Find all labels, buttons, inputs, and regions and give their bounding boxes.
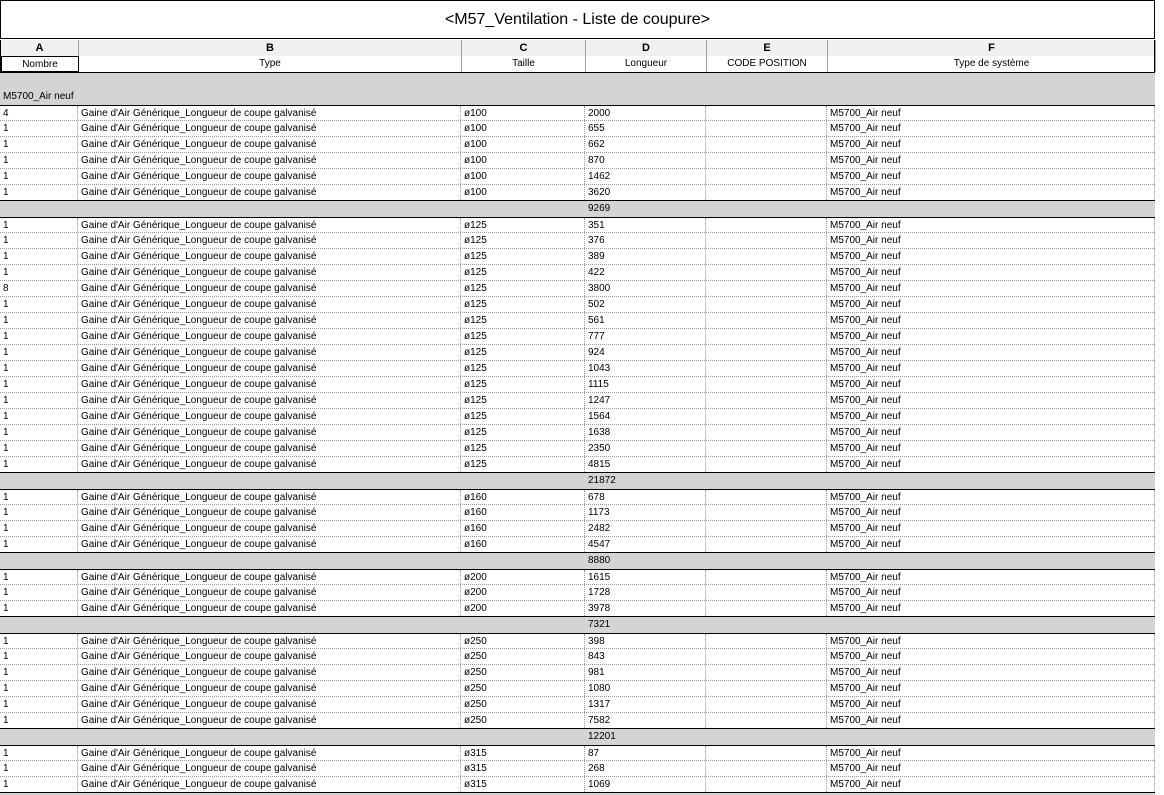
cell-type[interactable]: Gaine d'Air Générique_Longueur de coupe galvanisé: [78, 377, 461, 392]
column-header-longueur[interactable]: Longueur: [586, 56, 707, 72]
cell-type-de-systeme[interactable]: M5700_Air neuf: [827, 457, 1155, 472]
group-total-longueur: 12201: [588, 731, 616, 742]
cell-longueur[interactable]: 4547: [585, 537, 706, 552]
table-row[interactable]: [0, 505, 1155, 521]
cell-code-position[interactable]: [706, 218, 827, 232]
cell-longueur[interactable]: 655: [585, 121, 706, 136]
table-row[interactable]: [0, 633, 1155, 649]
cell-taille[interactable]: ø125: [461, 441, 585, 456]
cell-type-de-systeme[interactable]: M5700_Air neuf: [827, 121, 1155, 136]
cell-code-position[interactable]: [706, 153, 827, 168]
cell-type[interactable]: Gaine d'Air Générique_Longueur de coupe galvanisé: [78, 713, 461, 728]
table-row[interactable]: [0, 281, 1155, 297]
cell-nombre[interactable]: 1: [0, 249, 78, 264]
group-total-row: [0, 553, 1155, 569]
cell-longueur[interactable]: 1173: [585, 505, 706, 520]
table-row[interactable]: [0, 297, 1155, 313]
cell-nombre[interactable]: 1: [0, 665, 78, 680]
cell-taille[interactable]: ø200: [461, 601, 585, 616]
cell-nombre[interactable]: 1: [0, 570, 78, 584]
cell-taille[interactable]: ø125: [461, 281, 585, 296]
cell-longueur[interactable]: 376: [585, 233, 706, 248]
cell-code-position[interactable]: [706, 570, 827, 584]
cell-type[interactable]: Gaine d'Air Générique_Longueur de coupe galvanisé: [78, 761, 461, 776]
cell-nombre[interactable]: 1: [0, 233, 78, 248]
cell-longueur[interactable]: 422: [585, 265, 706, 280]
cell-type[interactable]: Gaine d'Air Générique_Longueur de coupe galvanisé: [78, 457, 461, 472]
cell-taille[interactable]: ø100: [461, 121, 585, 136]
cell-code-position[interactable]: [706, 106, 827, 120]
cell-taille[interactable]: ø315: [461, 746, 585, 760]
cell-longueur[interactable]: 268: [585, 761, 706, 776]
schedule-title-text: <M57_Ventilation - Liste de coupure>: [444, 10, 711, 28]
cell-type-de-systeme[interactable]: M5700_Air neuf: [827, 265, 1155, 280]
cell-taille[interactable]: ø125: [461, 313, 585, 328]
table-row[interactable]: [0, 361, 1155, 377]
cell-longueur[interactable]: 398: [585, 634, 706, 648]
cell-taille[interactable]: ø200: [461, 585, 585, 600]
cell-type-de-systeme[interactable]: M5700_Air neuf: [827, 537, 1155, 552]
cell-nombre[interactable]: 1: [0, 490, 78, 504]
cell-longueur[interactable]: 1728: [585, 585, 706, 600]
cell-type[interactable]: Gaine d'Air Générique_Longueur de coupe galvanisé: [78, 697, 461, 712]
column-header-taille[interactable]: Taille: [462, 56, 586, 72]
cell-code-position[interactable]: [706, 169, 827, 184]
column-header-code-position[interactable]: CODE POSITION: [707, 56, 828, 72]
group-total-longueur: 8880: [588, 555, 611, 566]
cell-code-position[interactable]: [706, 761, 827, 776]
cell-type[interactable]: Gaine d'Air Générique_Longueur de coupe galvanisé: [78, 169, 461, 184]
table-row[interactable]: [0, 697, 1155, 713]
table-row[interactable]: [0, 425, 1155, 441]
cell-longueur[interactable]: 351: [585, 218, 706, 232]
cell-nombre[interactable]: 1: [0, 537, 78, 552]
cell-type-de-systeme[interactable]: M5700_Air neuf: [827, 361, 1155, 376]
cell-type-de-systeme[interactable]: M5700_Air neuf: [827, 490, 1155, 504]
table-row[interactable]: [0, 457, 1155, 473]
cell-nombre[interactable]: 1: [0, 521, 78, 536]
cell-nombre[interactable]: 1: [0, 218, 78, 232]
cell-longueur[interactable]: 662: [585, 137, 706, 152]
cell-longueur[interactable]: 1043: [585, 361, 706, 376]
cell-type-de-systeme[interactable]: M5700_Air neuf: [827, 137, 1155, 152]
table-row[interactable]: [0, 585, 1155, 601]
cell-taille[interactable]: ø125: [461, 409, 585, 424]
cell-nombre[interactable]: 1: [0, 713, 78, 728]
cell-taille[interactable]: ø160: [461, 537, 585, 552]
cell-type[interactable]: Gaine d'Air Générique_Longueur de coupe galvanisé: [78, 297, 461, 312]
cell-longueur[interactable]: 4815: [585, 457, 706, 472]
cell-code-position[interactable]: [706, 297, 827, 312]
cell-type-de-systeme[interactable]: M5700_Air neuf: [827, 649, 1155, 664]
cell-type-de-systeme[interactable]: M5700_Air neuf: [827, 218, 1155, 232]
cell-taille[interactable]: ø315: [461, 777, 585, 792]
cell-code-position[interactable]: [706, 457, 827, 472]
table-row[interactable]: [0, 249, 1155, 265]
cell-nombre[interactable]: 1: [0, 601, 78, 616]
cell-type[interactable]: Gaine d'Air Générique_Longueur de coupe galvanisé: [78, 313, 461, 328]
cell-nombre[interactable]: 1: [0, 649, 78, 664]
cell-taille[interactable]: ø125: [461, 233, 585, 248]
cell-longueur[interactable]: 1115: [585, 377, 706, 392]
cell-type[interactable]: Gaine d'Air Générique_Longueur de coupe galvanisé: [78, 265, 461, 280]
cell-code-position[interactable]: [706, 697, 827, 712]
column-letter-d[interactable]: D: [586, 40, 707, 56]
table-row[interactable]: [0, 393, 1155, 409]
cell-longueur[interactable]: 777: [585, 329, 706, 344]
cell-taille[interactable]: ø100: [461, 137, 585, 152]
table-row[interactable]: [0, 377, 1155, 393]
table-row[interactable]: [0, 521, 1155, 537]
cell-code-position[interactable]: [706, 601, 827, 616]
cell-code-position[interactable]: [706, 537, 827, 552]
cell-type-de-systeme[interactable]: M5700_Air neuf: [827, 393, 1155, 408]
cell-type[interactable]: Gaine d'Air Générique_Longueur de coupe galvanisé: [78, 137, 461, 152]
cell-type-de-systeme[interactable]: M5700_Air neuf: [827, 570, 1155, 584]
schedule-title[interactable]: [0, 0, 1155, 39]
cell-taille[interactable]: ø315: [461, 761, 585, 776]
cell-taille[interactable]: ø125: [461, 457, 585, 472]
cell-code-position[interactable]: [706, 777, 827, 792]
cell-nombre[interactable]: 1: [0, 505, 78, 520]
table-row[interactable]: [0, 329, 1155, 345]
cell-type[interactable]: Gaine d'Air Générique_Longueur de coupe galvanisé: [78, 233, 461, 248]
cell-type[interactable]: Gaine d'Air Générique_Longueur de coupe galvanisé: [78, 425, 461, 440]
cell-type[interactable]: Gaine d'Air Générique_Longueur de coupe galvanisé: [78, 521, 461, 536]
cell-type-de-systeme[interactable]: M5700_Air neuf: [827, 746, 1155, 760]
cell-code-position[interactable]: [706, 409, 827, 424]
group-total-row: [0, 729, 1155, 745]
cell-type-de-systeme[interactable]: M5700_Air neuf: [827, 313, 1155, 328]
table-row[interactable]: [0, 409, 1155, 425]
cell-type-de-systeme[interactable]: M5700_Air neuf: [827, 521, 1155, 536]
cell-nombre[interactable]: 1: [0, 361, 78, 376]
table-row[interactable]: [0, 745, 1155, 761]
group-total-row: [0, 473, 1155, 489]
table-row[interactable]: [0, 777, 1155, 793]
cell-type[interactable]: Gaine d'Air Générique_Longueur de coupe galvanisé: [78, 361, 461, 376]
table-row[interactable]: [0, 713, 1155, 729]
table-row[interactable]: [0, 601, 1155, 617]
cell-type-de-systeme[interactable]: M5700_Air neuf: [827, 761, 1155, 776]
cell-type[interactable]: Gaine d'Air Générique_Longueur de coupe galvanisé: [78, 409, 461, 424]
cell-longueur[interactable]: 870: [585, 153, 706, 168]
table-row[interactable]: [0, 217, 1155, 233]
cell-code-position[interactable]: [706, 121, 827, 136]
cell-taille[interactable]: ø200: [461, 570, 585, 584]
table-row[interactable]: [0, 313, 1155, 329]
group-total-row: [0, 617, 1155, 633]
table-row[interactable]: [0, 153, 1155, 169]
cell-longueur[interactable]: 924: [585, 345, 706, 360]
cell-nombre[interactable]: 1: [0, 153, 78, 168]
group-header[interactable]: M5700_Air neuf: [3, 91, 74, 102]
cell-taille[interactable]: ø250: [461, 713, 585, 728]
cell-nombre[interactable]: 1: [0, 137, 78, 152]
cell-nombre[interactable]: 1: [0, 265, 78, 280]
cell-nombre[interactable]: 1: [0, 345, 78, 360]
cell-code-position[interactable]: [706, 185, 827, 200]
cell-nombre[interactable]: 1: [0, 777, 78, 792]
cell-code-position[interactable]: [706, 585, 827, 600]
cell-type-de-systeme[interactable]: M5700_Air neuf: [827, 585, 1155, 600]
column-letter-c[interactable]: C: [462, 40, 586, 56]
cell-type[interactable]: Gaine d'Air Générique_Longueur de coupe galvanisé: [78, 281, 461, 296]
cell-longueur[interactable]: 1247: [585, 393, 706, 408]
column-letter-b[interactable]: B: [79, 40, 462, 56]
cell-type[interactable]: Gaine d'Air Générique_Longueur de coupe galvanisé: [78, 185, 461, 200]
cell-longueur[interactable]: 1564: [585, 409, 706, 424]
group-total-row: [0, 201, 1155, 217]
cell-longueur[interactable]: 561: [585, 313, 706, 328]
column-letters-row: [0, 40, 1155, 56]
cell-taille[interactable]: ø125: [461, 377, 585, 392]
cell-nombre[interactable]: 1: [0, 121, 78, 136]
cell-code-position[interactable]: [706, 137, 827, 152]
table-row[interactable]: [0, 761, 1155, 777]
cell-longueur[interactable]: 2350: [585, 441, 706, 456]
cell-taille[interactable]: ø250: [461, 634, 585, 648]
cell-longueur[interactable]: 389: [585, 249, 706, 264]
table-row[interactable]: [0, 137, 1155, 153]
cell-longueur[interactable]: 678: [585, 490, 706, 504]
cell-nombre[interactable]: 1: [0, 297, 78, 312]
cell-nombre[interactable]: 4: [0, 106, 78, 120]
cell-type-de-systeme[interactable]: M5700_Air neuf: [827, 281, 1155, 296]
cell-type[interactable]: Gaine d'Air Générique_Longueur de coupe galvanisé: [78, 490, 461, 504]
column-letter-f[interactable]: F: [828, 40, 1156, 56]
cell-type-de-systeme[interactable]: M5700_Air neuf: [827, 681, 1155, 696]
cell-type-de-systeme[interactable]: M5700_Air neuf: [827, 233, 1155, 248]
cell-code-position[interactable]: [706, 393, 827, 408]
table-row[interactable]: [0, 345, 1155, 361]
column-header-type-de-systeme[interactable]: Type de système: [828, 56, 1156, 72]
table-row[interactable]: [0, 537, 1155, 553]
cell-type[interactable]: Gaine d'Air Générique_Longueur de coupe galvanisé: [78, 249, 461, 264]
cell-code-position[interactable]: [706, 505, 827, 520]
cell-type-de-systeme[interactable]: M5700_Air neuf: [827, 409, 1155, 424]
cell-nombre[interactable]: 1: [0, 441, 78, 456]
cell-type[interactable]: Gaine d'Air Générique_Longueur de coupe galvanisé: [78, 106, 461, 120]
cell-longueur[interactable]: 2000: [585, 106, 706, 120]
cell-longueur[interactable]: 502: [585, 297, 706, 312]
cell-type-de-systeme[interactable]: M5700_Air neuf: [827, 297, 1155, 312]
cell-nombre[interactable]: 1: [0, 746, 78, 760]
cell-longueur[interactable]: 843: [585, 649, 706, 664]
table-row[interactable]: [0, 105, 1155, 121]
table-row[interactable]: [0, 185, 1155, 201]
cell-taille[interactable]: ø100: [461, 169, 585, 184]
cell-longueur[interactable]: 1080: [585, 681, 706, 696]
cell-taille[interactable]: ø125: [461, 329, 585, 344]
cell-type-de-systeme[interactable]: M5700_Air neuf: [827, 713, 1155, 728]
cell-longueur[interactable]: 3620: [585, 185, 706, 200]
cell-code-position[interactable]: [706, 634, 827, 648]
cell-longueur[interactable]: 981: [585, 665, 706, 680]
table-row[interactable]: [0, 569, 1155, 585]
cell-taille[interactable]: ø125: [461, 249, 585, 264]
cell-longueur[interactable]: 1638: [585, 425, 706, 440]
cell-type-de-systeme[interactable]: M5700_Air neuf: [827, 777, 1155, 792]
cell-type-de-systeme[interactable]: M5700_Air neuf: [827, 185, 1155, 200]
cell-type-de-systeme[interactable]: M5700_Air neuf: [827, 441, 1155, 456]
cell-code-position[interactable]: [706, 313, 827, 328]
cell-code-position[interactable]: [706, 281, 827, 296]
cell-nombre[interactable]: 1: [0, 634, 78, 648]
cell-type-de-systeme[interactable]: M5700_Air neuf: [827, 425, 1155, 440]
cell-nombre[interactable]: 1: [0, 185, 78, 200]
cell-nombre[interactable]: 1: [0, 457, 78, 472]
cell-type[interactable]: Gaine d'Air Générique_Longueur de coupe galvanisé: [78, 634, 461, 648]
cell-longueur[interactable]: 1317: [585, 697, 706, 712]
cell-type-de-systeme[interactable]: M5700_Air neuf: [827, 377, 1155, 392]
cell-type[interactable]: Gaine d'Air Générique_Longueur de coupe galvanisé: [78, 585, 461, 600]
cell-code-position[interactable]: [706, 377, 827, 392]
cell-taille[interactable]: ø250: [461, 697, 585, 712]
cell-type-de-systeme[interactable]: M5700_Air neuf: [827, 697, 1155, 712]
cell-type[interactable]: Gaine d'Air Générique_Longueur de coupe galvanisé: [78, 570, 461, 584]
column-header-nombre[interactable]: Nombre: [1, 56, 79, 72]
table-row[interactable]: [0, 121, 1155, 137]
cell-nombre[interactable]: 1: [0, 425, 78, 440]
cell-taille[interactable]: ø125: [461, 345, 585, 360]
table-row[interactable]: [0, 649, 1155, 665]
cell-code-position[interactable]: [706, 713, 827, 728]
cell-taille[interactable]: ø250: [461, 665, 585, 680]
cell-longueur[interactable]: 3800: [585, 281, 706, 296]
cell-type[interactable]: Gaine d'Air Générique_Longueur de coupe galvanisé: [78, 393, 461, 408]
cell-taille[interactable]: ø125: [461, 265, 585, 280]
cell-type[interactable]: Gaine d'Air Générique_Longueur de coupe galvanisé: [78, 329, 461, 344]
cell-code-position[interactable]: [706, 490, 827, 504]
cell-type-de-systeme[interactable]: M5700_Air neuf: [827, 634, 1155, 648]
cell-nombre[interactable]: 1: [0, 681, 78, 696]
cell-code-position[interactable]: [706, 425, 827, 440]
cell-nombre[interactable]: 1: [0, 329, 78, 344]
group-total-longueur: 21872: [588, 475, 616, 486]
cell-taille[interactable]: ø125: [461, 361, 585, 376]
cell-type[interactable]: Gaine d'Air Générique_Longueur de coupe galvanisé: [78, 649, 461, 664]
table-row[interactable]: [0, 681, 1155, 697]
cell-longueur[interactable]: 1069: [585, 777, 706, 792]
cell-longueur[interactable]: 87: [585, 746, 706, 760]
cell-type[interactable]: Gaine d'Air Générique_Longueur de coupe galvanisé: [78, 153, 461, 168]
cell-nombre[interactable]: 1: [0, 409, 78, 424]
cell-code-position[interactable]: [706, 649, 827, 664]
cell-type[interactable]: Gaine d'Air Générique_Longueur de coupe galvanisé: [78, 441, 461, 456]
table-row[interactable]: [0, 441, 1155, 457]
cell-taille[interactable]: ø125: [461, 218, 585, 232]
cell-taille[interactable]: ø250: [461, 649, 585, 664]
cell-code-position[interactable]: [706, 681, 827, 696]
cell-code-position[interactable]: [706, 249, 827, 264]
column-letter-e[interactable]: E: [707, 40, 828, 56]
cell-taille[interactable]: ø125: [461, 393, 585, 408]
cell-code-position[interactable]: [706, 665, 827, 680]
cell-taille[interactable]: ø160: [461, 521, 585, 536]
cell-type-de-systeme[interactable]: M5700_Air neuf: [827, 601, 1155, 616]
cell-taille[interactable]: ø160: [461, 490, 585, 504]
cell-code-position[interactable]: [706, 233, 827, 248]
cell-type-de-systeme[interactable]: M5700_Air neuf: [827, 249, 1155, 264]
cell-nombre[interactable]: 1: [0, 761, 78, 776]
cell-nombre[interactable]: 1: [0, 393, 78, 408]
cell-taille[interactable]: ø250: [461, 681, 585, 696]
cell-taille[interactable]: ø125: [461, 297, 585, 312]
cell-code-position[interactable]: [706, 265, 827, 280]
cell-type[interactable]: Gaine d'Air Générique_Longueur de coupe galvanisé: [78, 121, 461, 136]
cell-type-de-systeme[interactable]: M5700_Air neuf: [827, 505, 1155, 520]
cell-nombre[interactable]: 1: [0, 377, 78, 392]
schedule-body: [0, 73, 1155, 795]
cell-code-position[interactable]: [706, 329, 827, 344]
column-header-type[interactable]: Type: [79, 56, 462, 72]
cell-code-position[interactable]: [706, 361, 827, 376]
cell-type[interactable]: Gaine d'Air Générique_Longueur de coupe galvanisé: [78, 345, 461, 360]
cell-type[interactable]: Gaine d'Air Générique_Longueur de coupe galvanisé: [78, 218, 461, 232]
cell-longueur[interactable]: 1615: [585, 570, 706, 584]
group-total-longueur: 7321: [588, 619, 611, 630]
cell-type-de-systeme[interactable]: M5700_Air neuf: [827, 106, 1155, 120]
cell-type[interactable]: Gaine d'Air Générique_Longueur de coupe galvanisé: [78, 505, 461, 520]
cell-type-de-systeme[interactable]: M5700_Air neuf: [827, 329, 1155, 344]
cell-nombre[interactable]: 1: [0, 697, 78, 712]
column-headers-row: [0, 56, 1155, 73]
cell-taille[interactable]: ø160: [461, 505, 585, 520]
cell-nombre[interactable]: 1: [0, 585, 78, 600]
cell-taille[interactable]: ø125: [461, 425, 585, 440]
cell-longueur[interactable]: 1462: [585, 169, 706, 184]
cell-taille[interactable]: ø100: [461, 153, 585, 168]
cell-nombre[interactable]: 1: [0, 169, 78, 184]
cell-type-de-systeme[interactable]: M5700_Air neuf: [827, 345, 1155, 360]
cell-type-de-systeme[interactable]: M5700_Air neuf: [827, 169, 1155, 184]
table-row[interactable]: [0, 265, 1155, 281]
cell-longueur[interactable]: 7582: [585, 713, 706, 728]
cell-type-de-systeme[interactable]: M5700_Air neuf: [827, 153, 1155, 168]
cell-longueur[interactable]: 2482: [585, 521, 706, 536]
cell-type[interactable]: Gaine d'Air Générique_Longueur de coupe galvanisé: [78, 746, 461, 760]
cell-taille[interactable]: ø100: [461, 185, 585, 200]
cell-type[interactable]: Gaine d'Air Générique_Longueur de coupe galvanisé: [78, 601, 461, 616]
group-total-longueur: 9269: [588, 203, 611, 214]
cell-nombre[interactable]: 1: [0, 313, 78, 328]
cell-code-position[interactable]: [706, 345, 827, 360]
table-row[interactable]: [0, 489, 1155, 505]
cell-taille[interactable]: ø100: [461, 106, 585, 120]
table-row[interactable]: [0, 169, 1155, 185]
cell-longueur[interactable]: 3978: [585, 601, 706, 616]
cell-type[interactable]: Gaine d'Air Générique_Longueur de coupe galvanisé: [78, 681, 461, 696]
cell-nombre[interactable]: 8: [0, 281, 78, 296]
cell-type-de-systeme[interactable]: M5700_Air neuf: [827, 665, 1155, 680]
table-row[interactable]: [0, 665, 1155, 681]
column-letter-a[interactable]: A: [1, 40, 79, 56]
table-row[interactable]: [0, 233, 1155, 249]
cell-type[interactable]: Gaine d'Air Générique_Longueur de coupe galvanisé: [78, 537, 461, 552]
cell-code-position[interactable]: [706, 521, 827, 536]
cell-code-position[interactable]: [706, 441, 827, 456]
cell-code-position[interactable]: [706, 746, 827, 760]
cell-type[interactable]: Gaine d'Air Générique_Longueur de coupe galvanisé: [78, 665, 461, 680]
cell-type[interactable]: Gaine d'Air Générique_Longueur de coupe galvanisé: [78, 777, 461, 792]
